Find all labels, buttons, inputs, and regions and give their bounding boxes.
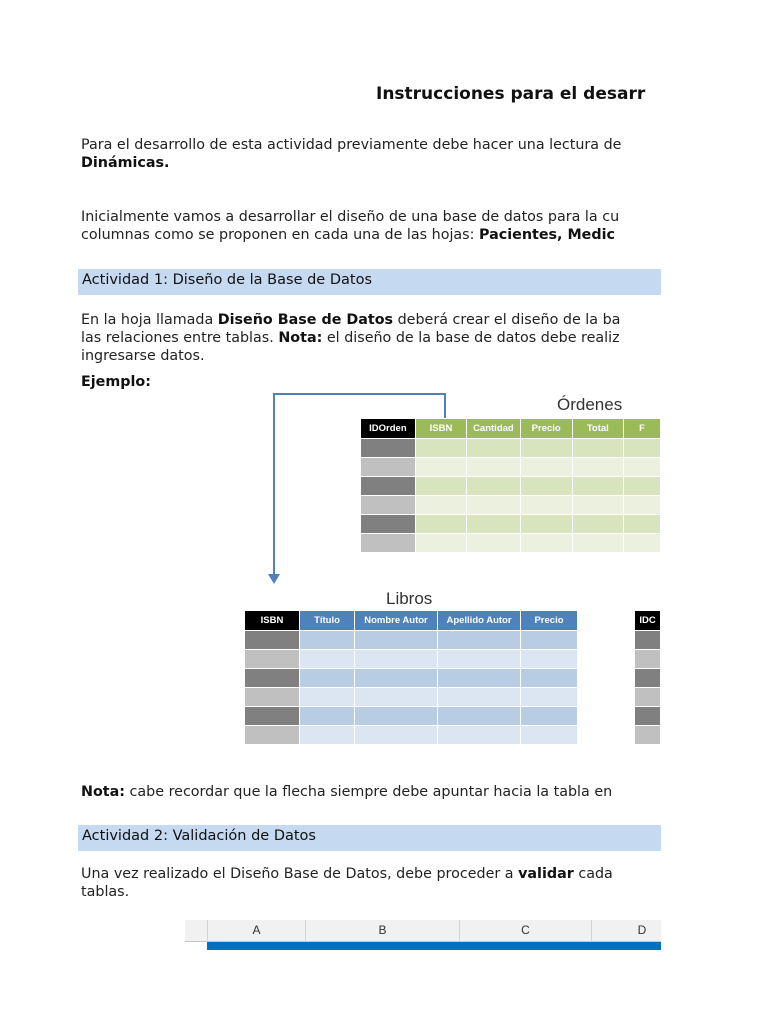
column-header: Precio bbox=[520, 419, 572, 439]
table-row bbox=[361, 496, 661, 515]
table-cell bbox=[521, 669, 578, 688]
ordenes-table bbox=[360, 418, 661, 553]
column-header: F bbox=[623, 419, 660, 439]
column-header-a[interactable]: A bbox=[208, 920, 306, 942]
table-cell bbox=[415, 439, 466, 458]
table-cell bbox=[355, 631, 438, 650]
table-cell bbox=[438, 707, 521, 726]
activity-1-paragraph bbox=[81, 311, 620, 365]
ordenes-caption: Órdenes bbox=[557, 395, 623, 414]
table-cell bbox=[635, 669, 661, 688]
table-row bbox=[245, 631, 578, 650]
table-cell bbox=[245, 650, 300, 669]
table-row bbox=[245, 669, 578, 688]
activity-2-line-2: tablas. bbox=[81, 884, 130, 900]
table-cell bbox=[467, 439, 520, 458]
database-paragraph bbox=[81, 208, 619, 244]
table-cell bbox=[415, 534, 466, 553]
table-cell bbox=[355, 669, 438, 688]
table-cell bbox=[355, 688, 438, 707]
table-cell bbox=[245, 688, 300, 707]
activity-2-heading: Actividad 2: Validación de Datos bbox=[82, 828, 316, 844]
column-header: IDC bbox=[635, 611, 661, 631]
column-header-c[interactable]: C bbox=[460, 920, 592, 942]
table-row bbox=[361, 515, 661, 534]
column-header: Título bbox=[300, 611, 355, 631]
database-line-1: Inicialmente vamos a desarrollar el diseño de una base de datos para la cu bbox=[81, 209, 620, 225]
page-title: Instrucciones para el desarr bbox=[376, 84, 646, 104]
column-header-b[interactable]: B bbox=[306, 920, 460, 942]
column-header: IDOrden bbox=[361, 419, 416, 439]
table-cell bbox=[623, 496, 660, 515]
table-cell bbox=[520, 496, 572, 515]
activity-1-line-2: las relaciones entre tablas. Nota: el diseño de la base de datos debe realiz bbox=[81, 330, 620, 346]
table-row bbox=[635, 631, 661, 650]
activity-1-heading: Actividad 1: Diseño de la Base de Datos bbox=[82, 272, 372, 288]
sheet-header-row bbox=[207, 942, 661, 950]
table-cell bbox=[438, 669, 521, 688]
libros-caption: Libros bbox=[386, 589, 433, 608]
table-cell bbox=[521, 631, 578, 650]
table-cell bbox=[623, 534, 660, 553]
table-cell bbox=[521, 688, 578, 707]
table-cell bbox=[300, 726, 355, 745]
table-cell bbox=[355, 707, 438, 726]
activity-1-line-1: En la hoja llamada Diseño Base de Datos deberá crear el diseño de la ba bbox=[81, 312, 621, 328]
table-cell bbox=[572, 496, 623, 515]
table-cell bbox=[635, 726, 661, 745]
table-row bbox=[361, 458, 661, 477]
table-cell bbox=[361, 439, 416, 458]
table-cell bbox=[572, 439, 623, 458]
table-row bbox=[361, 439, 661, 458]
table-cell bbox=[521, 707, 578, 726]
table-row bbox=[361, 477, 661, 496]
database-line-2: columnas como se proponen en cada una de las hojas: Pacientes, Medic bbox=[81, 227, 615, 243]
table-row bbox=[635, 669, 661, 688]
example-label: Ejemplo: bbox=[81, 374, 151, 390]
table-cell bbox=[520, 458, 572, 477]
activity-2-paragraph bbox=[81, 865, 613, 901]
column-header: Cantidad bbox=[467, 419, 520, 439]
table-header-row bbox=[635, 611, 661, 631]
table-cell bbox=[415, 496, 466, 515]
table-cell bbox=[300, 707, 355, 726]
table-cell bbox=[467, 458, 520, 477]
table-cell bbox=[623, 477, 660, 496]
table-cell bbox=[438, 631, 521, 650]
table-cell bbox=[572, 477, 623, 496]
table-cell bbox=[521, 650, 578, 669]
table-cell bbox=[635, 707, 661, 726]
table-cell bbox=[635, 650, 661, 669]
table-cell bbox=[520, 515, 572, 534]
libros-table bbox=[244, 610, 578, 745]
table-cell bbox=[520, 439, 572, 458]
sheet-corner bbox=[185, 920, 208, 942]
intro-line-1: Para el desarrollo de esta actividad previamente debe hacer una lectura de bbox=[81, 137, 622, 153]
table-cell bbox=[467, 477, 520, 496]
table-cell bbox=[438, 650, 521, 669]
nota-line: Nota: cabe recordar que la flecha siempre debe apuntar hacia la tabla en bbox=[81, 784, 613, 800]
table-cell bbox=[245, 669, 300, 688]
table-cell bbox=[572, 458, 623, 477]
table-cell bbox=[572, 515, 623, 534]
activity-1-line-3: ingresarse datos. bbox=[81, 348, 205, 364]
third-table bbox=[634, 610, 661, 745]
table-cell bbox=[361, 496, 416, 515]
table-cell bbox=[467, 534, 520, 553]
activity-2-heading-bar bbox=[78, 825, 661, 851]
table-cell bbox=[438, 688, 521, 707]
table-row bbox=[635, 726, 661, 745]
table-cell bbox=[467, 496, 520, 515]
table-cell bbox=[361, 515, 416, 534]
table-cell bbox=[635, 688, 661, 707]
activity-2-line-1: Una vez realizado el Diseño Base de Datos, debe proceder a validar cada bbox=[81, 866, 613, 882]
table-cell bbox=[415, 477, 466, 496]
table-cell bbox=[355, 726, 438, 745]
table-cell bbox=[623, 439, 660, 458]
column-header: Precio bbox=[521, 611, 578, 631]
table-cell bbox=[415, 515, 466, 534]
column-header: ISBN bbox=[415, 419, 466, 439]
example-diagram bbox=[240, 388, 661, 744]
table-cell bbox=[245, 631, 300, 650]
table-cell bbox=[355, 650, 438, 669]
table-header-row bbox=[245, 611, 578, 631]
table-cell bbox=[467, 515, 520, 534]
table-header-row bbox=[361, 419, 661, 439]
table-row bbox=[245, 688, 578, 707]
intro-paragraph bbox=[81, 136, 621, 172]
table-cell bbox=[521, 726, 578, 745]
table-cell bbox=[361, 477, 416, 496]
column-header-d[interactable]: D bbox=[592, 920, 661, 942]
table-row bbox=[245, 726, 578, 745]
column-header: Nombre Autor bbox=[355, 611, 438, 631]
table-row bbox=[635, 688, 661, 707]
intro-line-2: Dinámicas. bbox=[81, 155, 170, 171]
table-cell bbox=[623, 458, 660, 477]
table-cell bbox=[300, 669, 355, 688]
table-cell bbox=[572, 534, 623, 553]
table-row bbox=[245, 707, 578, 726]
table-cell bbox=[300, 631, 355, 650]
spreadsheet-snippet bbox=[185, 920, 661, 950]
table-cell bbox=[623, 515, 660, 534]
table-cell bbox=[520, 534, 572, 553]
table-cell bbox=[245, 707, 300, 726]
table-cell bbox=[361, 534, 416, 553]
table-cell bbox=[438, 726, 521, 745]
column-header: ISBN bbox=[245, 611, 300, 631]
column-header: Apellido Autor bbox=[438, 611, 521, 631]
table-cell bbox=[361, 458, 416, 477]
table-cell bbox=[300, 688, 355, 707]
table-cell bbox=[415, 458, 466, 477]
table-row bbox=[361, 534, 661, 553]
table-row bbox=[635, 707, 661, 726]
table-cell bbox=[300, 650, 355, 669]
table-cell bbox=[635, 631, 661, 650]
table-row bbox=[635, 650, 661, 669]
activity-1-heading-bar bbox=[78, 269, 661, 295]
table-row bbox=[245, 650, 578, 669]
table-cell bbox=[245, 726, 300, 745]
table-cell bbox=[520, 477, 572, 496]
column-header: Total bbox=[572, 419, 623, 439]
arrow-head-icon bbox=[268, 574, 280, 584]
